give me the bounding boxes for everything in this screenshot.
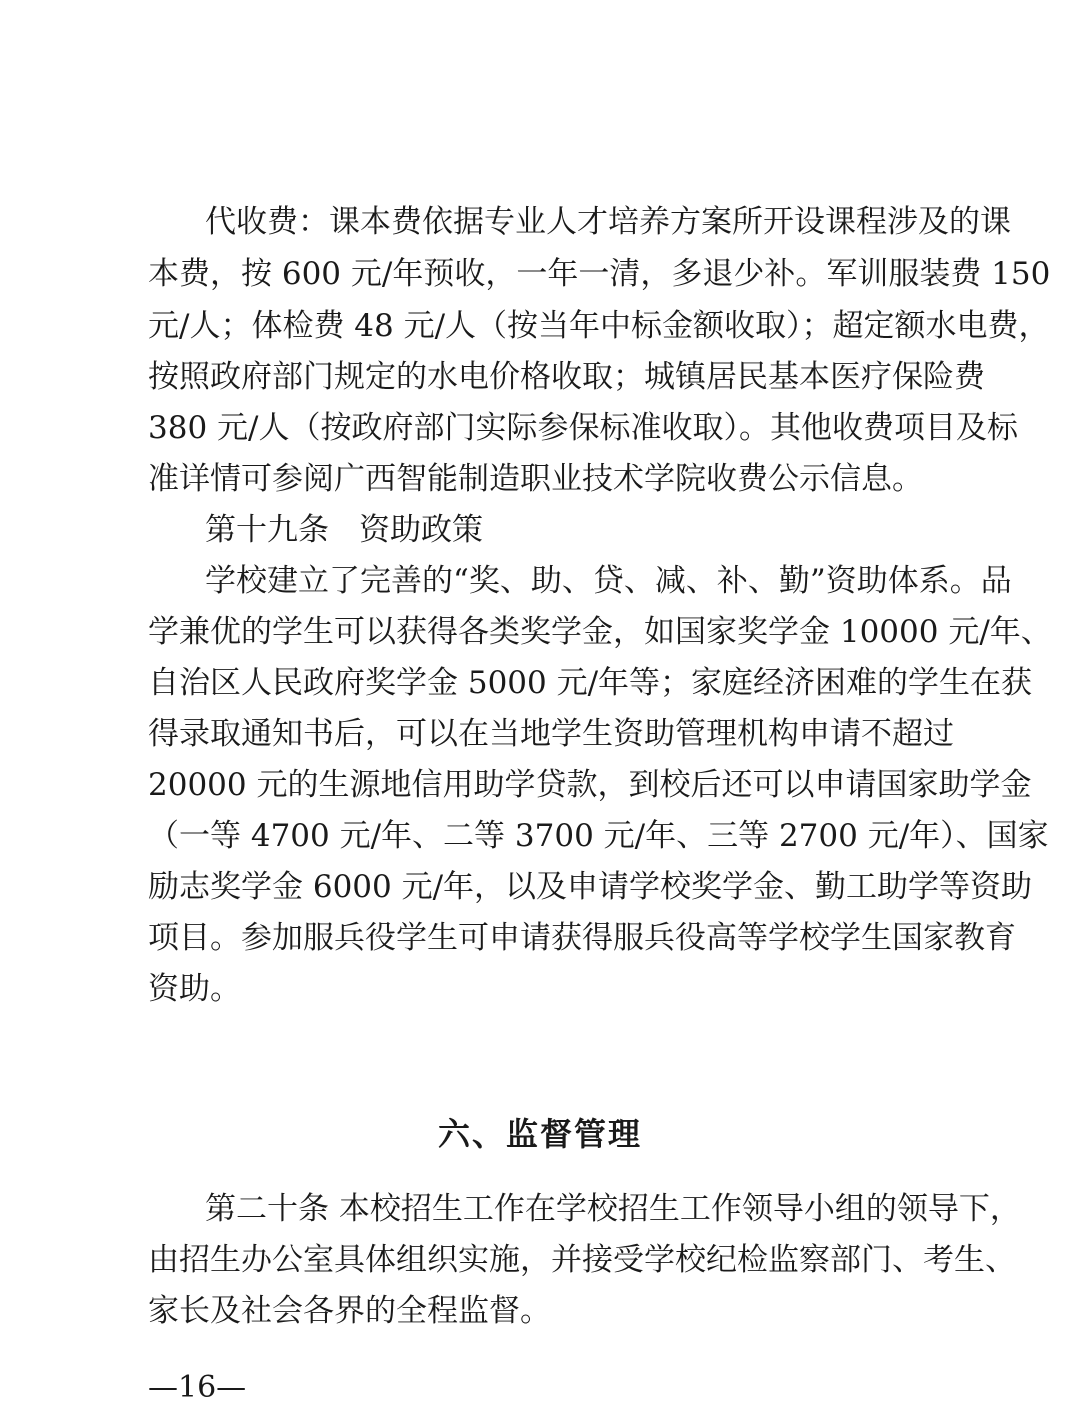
article-19-heading: 资助政策: [359, 512, 483, 548]
article-19-line-5: 20000 元的生源地信用助学贷款，到校后还可以申请国家助学金: [148, 767, 1032, 803]
fees-line-3: 元/人；体检费 48 元/人（按当年中标金额收取）；超定额水电费，: [148, 308, 1050, 344]
article-19-line-8: 项目。参加服兵役学生可申请获得服兵役高等学校学生国家教育: [148, 920, 1016, 956]
page-number: —16—: [148, 1370, 247, 1405]
fees-line-5: 380 元/人（按政府部门实际参保标准收取）。其他收费项目及标: [148, 410, 1018, 446]
article-19-title: [205, 510, 483, 550]
fees-line-1: 代收费：课本费依据专业人才培养方案所开设课程涉及的课: [205, 204, 1011, 240]
article-19-line-4: 得录取通知书后，可以在当地学生资助管理机构申请不超过: [148, 716, 954, 752]
article-19-number: 第十九条: [205, 512, 329, 548]
fees-line-6: 准详情可参阅广西智能制造职业技术学院收费公示信息。: [148, 461, 923, 497]
article-19-line-7: 励志奖学金 6000 元/年，以及申请学校奖学金、勤工助学等资助: [148, 869, 1033, 905]
article-19-line-6: （一等 4700 元/年、二等 3700 元/年、三等 2700 元/年）、国家: [148, 818, 1049, 854]
article-19-line-3: 自治区人民政府奖学金 5000 元/年等；家庭经济困难的学生在获: [148, 665, 1033, 701]
fees-line-4: 按照政府部门规定的水电价格收取；城镇居民基本医疗保险费: [148, 359, 985, 395]
article-19-line-9: 资助。: [148, 971, 241, 1007]
article-19-line-2: 学兼优的学生可以获得各类奖学金，如国家奖学金 10000 元/年、: [148, 614, 1052, 650]
fees-line-2: 本费，按 600 元/年预收，一年一清，多退少补。军训服装费 150: [148, 256, 1051, 292]
article-20-line-1: 第二十条 本校招生工作在学校招生工作领导小组的领导下，: [205, 1191, 1021, 1227]
article-20-line-3: 家长及社会各界的全程监督。: [148, 1293, 551, 1329]
article-20-line-2: 由招生办公室具体组织实施，并接受学校纪检监察部门、考生、: [148, 1242, 1016, 1278]
article-19-line-1: 学校建立了完善的“奖、助、贷、减、补、勤”资助体系。品: [205, 563, 1012, 599]
section-heading: 六、监督管理: [437, 1115, 642, 1153]
